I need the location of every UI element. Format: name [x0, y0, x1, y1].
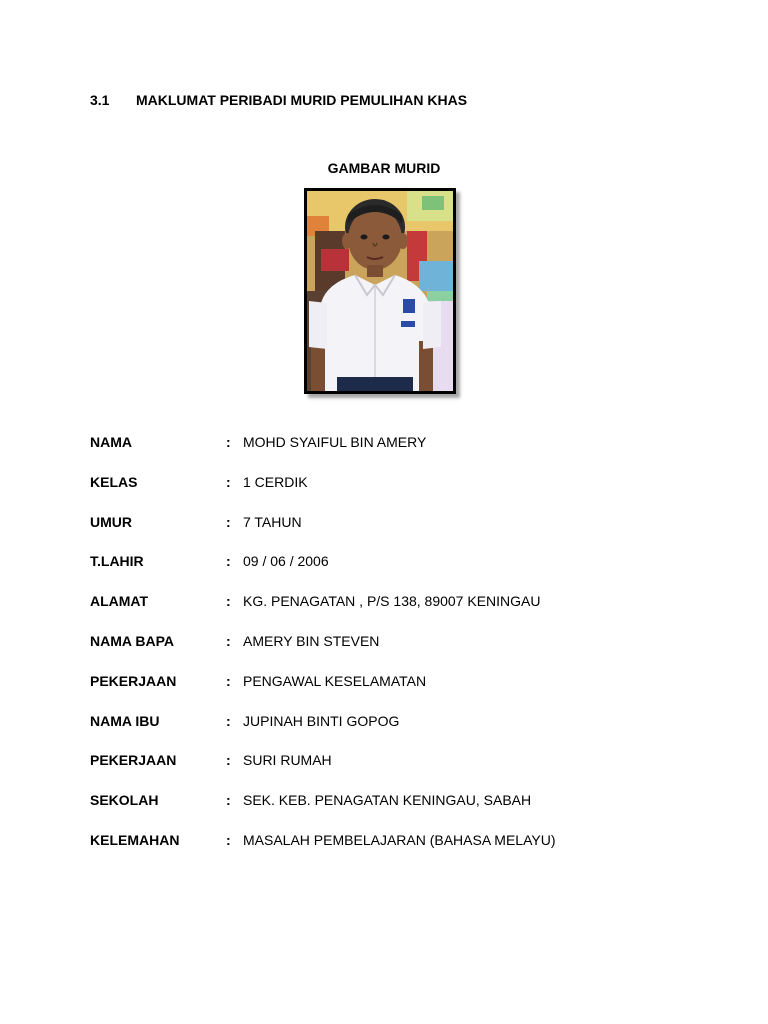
section-number: 3.1 [90, 92, 110, 108]
info-colon: : [226, 593, 231, 610]
info-value: 1 CERDIK [243, 473, 308, 490]
info-row-tarikh-lahir [90, 553, 710, 593]
info-colon: : [226, 513, 231, 530]
info-label: KELAS [90, 473, 138, 490]
info-value: SEK. KEB. PENAGATAN KENINGAU, SABAH [243, 792, 532, 809]
info-label: NAMA BAPA [90, 632, 174, 649]
info-colon: : [226, 632, 231, 649]
info-label: PEKERJAAN [90, 752, 177, 769]
info-label: ALAMAT [90, 593, 149, 610]
section-title: MAKLUMAT PERIBADI MURID PEMULIHAN KHAS [136, 92, 468, 108]
info-label: UMUR [90, 513, 132, 530]
info-row-nama-ibu [90, 713, 710, 753]
info-colon: : [226, 672, 231, 689]
info-row-umur [90, 514, 710, 554]
info-value: JUPINAH BINTI GOPOG [243, 712, 400, 729]
info-colon: : [226, 434, 231, 450]
photo-caption: GAMBAR MURID [327, 160, 441, 176]
info-value: 09 / 06 / 2006 [243, 553, 329, 570]
info-label: T.LAHIR [90, 553, 144, 570]
info-label: SEKOLAH [90, 792, 159, 809]
info-colon: : [226, 792, 231, 809]
info-value: PENGAWAL KESELAMATAN [243, 672, 427, 689]
info-label: NAMA IBU [90, 712, 160, 729]
info-row-kelemahan [90, 832, 710, 872]
info-value: AMERY BIN STEVEN [243, 632, 380, 649]
info-row-nama [90, 434, 710, 474]
info-value: KG. PENAGATAN , P/S 138, 89007 KENINGAU [243, 593, 541, 610]
info-colon: : [226, 553, 231, 570]
info-colon: : [226, 712, 231, 729]
info-row-pekerjaan-bapa [90, 673, 710, 713]
info-value: SURI RUMAH [243, 752, 332, 769]
info-label: KELEMAHAN [90, 831, 180, 848]
info-value: 7 TAHUN [243, 513, 302, 530]
student-photo [304, 188, 456, 394]
info-row-kelas [90, 474, 710, 514]
info-label: PEKERJAAN [90, 672, 177, 689]
info-colon: : [226, 831, 231, 848]
info-row-pekerjaan-ibu [90, 752, 710, 792]
student-photo-illustration [307, 191, 453, 391]
info-row-alamat [90, 593, 710, 633]
info-colon: : [226, 473, 231, 490]
info-value: MOHD SYAIFUL BIN AMERY [243, 434, 427, 450]
info-colon: : [226, 752, 231, 769]
student-info-table [90, 434, 710, 872]
info-row-sekolah [90, 792, 710, 832]
info-label: NAMA [90, 434, 132, 450]
section-heading [90, 92, 467, 108]
info-value: MASALAH PEMBELAJARAN (BAHASA MELAYU) [243, 831, 556, 848]
info-row-nama-bapa [90, 633, 710, 673]
